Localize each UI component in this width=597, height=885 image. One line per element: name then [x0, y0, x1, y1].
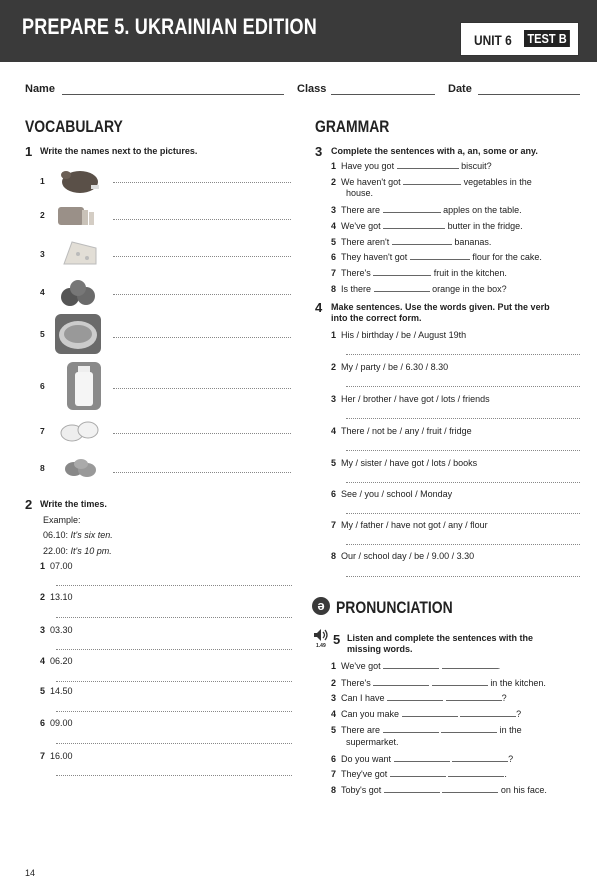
soup-picture — [55, 314, 101, 354]
page-number: 14 — [25, 868, 36, 878]
time-answer-line[interactable] — [56, 711, 292, 712]
test-badge: TEST B — [524, 30, 570, 47]
ex4-answer-line[interactable] — [346, 450, 580, 451]
eggs-picture — [58, 418, 102, 444]
ex1-answer-line[interactable] — [113, 219, 291, 220]
time-answer-line[interactable] — [56, 617, 292, 618]
ex5-item: 2 There's in the kitchen. — [331, 678, 546, 688]
audio-track-label: 1.49 — [316, 643, 326, 649]
time-answer-line[interactable] — [56, 681, 292, 682]
cheese-picture — [60, 238, 100, 268]
ex4-answer-line[interactable] — [346, 544, 580, 545]
time-answer-line[interactable] — [56, 649, 292, 650]
ex5-item: 7 They've got . — [331, 769, 507, 779]
time-answer-line[interactable] — [56, 743, 292, 744]
bread-picture — [56, 202, 100, 228]
ex1-item-number: 5 — [40, 329, 45, 339]
pronunciation-heading: PRONUNCIATION — [336, 598, 453, 617]
ex3-number: 3 — [315, 144, 323, 159]
ex1-item-number: 3 — [40, 249, 45, 259]
ex3-item: 7 There's fruit in the kitchen. — [331, 268, 507, 278]
ex4-instruction: Make sentences. Use the words given. Put the verb — [331, 302, 550, 312]
time-item: 6 09.00 — [40, 718, 73, 728]
ex1-item-number: 7 — [40, 426, 45, 436]
ex1-item-number: 1 — [40, 176, 45, 186]
potatoes-picture — [62, 455, 100, 481]
ex4-item: 3 Her / brother / have got / lots / friends — [331, 394, 490, 404]
ex1-answer-line[interactable] — [113, 472, 291, 473]
ex1-item-number: 2 — [40, 210, 45, 220]
ex4-answer-line[interactable] — [346, 386, 580, 387]
ex5-item: 6 Do you want ? — [331, 754, 514, 764]
time-answer-line[interactable] — [56, 775, 292, 776]
time-item: 3 03.30 — [40, 625, 73, 635]
ex3-item: 2 We haven't got vegetables in the — [331, 177, 532, 187]
ex3-item: 1 Have you got biscuit? — [331, 161, 492, 171]
ex2-instruction: Write the times. — [40, 499, 107, 509]
date-label: Date — [448, 83, 472, 95]
ex4-answer-line[interactable] — [346, 482, 580, 483]
ex4-instruction: into the correct form. — [331, 313, 422, 323]
example-line: 06.10: It's six ten. — [43, 530, 113, 540]
ex1-item-number: 8 — [40, 463, 45, 473]
ex2-number: 2 — [25, 497, 33, 512]
ex4-item: 1 His / birthday / be / August 19th — [331, 330, 467, 340]
ex4-answer-line[interactable] — [346, 354, 580, 355]
ex5-number: 5 — [333, 632, 341, 647]
unit-label: UNIT 6 — [474, 32, 512, 48]
ex3-instruction: Complete the sentences with a, an, some or any. — [331, 146, 538, 156]
class-label: Class — [297, 83, 327, 95]
ex1-item-number: 4 — [40, 287, 45, 297]
audio-speaker-icon[interactable] — [313, 628, 329, 642]
time-item: 1 07.00 — [40, 561, 73, 571]
ex1-answer-line[interactable] — [113, 388, 291, 389]
ex3-item: 3 There are apples on the table. — [331, 205, 522, 215]
ex3-item-cont: house. — [346, 188, 374, 198]
apples-picture — [58, 278, 98, 308]
time-item: 7 16.00 — [40, 751, 73, 761]
ex5-instruction: missing words. — [347, 644, 413, 654]
ex1-answer-line[interactable] — [113, 182, 291, 183]
time-item: 2 13.10 — [40, 592, 73, 602]
ex4-answer-line[interactable] — [346, 418, 580, 419]
example-label: Example: — [43, 515, 81, 525]
chicken-picture — [58, 165, 100, 195]
ex5-item: 3 Can I have ? — [331, 693, 507, 703]
book-title: PREPARE 5. UKRAINIAN EDITION — [22, 14, 317, 39]
date-field[interactable] — [478, 94, 580, 95]
ex1-item-number: 6 — [40, 381, 45, 391]
ex5-instruction: Listen and complete the sentences with the — [347, 633, 534, 643]
time-item: 5 14.50 — [40, 686, 73, 696]
ex1-number: 1 — [25, 144, 33, 159]
ex1-instruction: Write the names next to the pictures. — [40, 146, 198, 156]
ex1-answer-line[interactable] — [113, 433, 291, 434]
ex3-item: 5 There aren't bananas. — [331, 237, 492, 247]
ex1-answer-line[interactable] — [113, 294, 291, 295]
ex4-item: 6 See / you / school / Monday — [331, 489, 453, 499]
ex4-answer-line[interactable] — [346, 513, 580, 514]
schwa-icon: ə — [312, 597, 330, 615]
ex4-item: 4 There / not be / any / fruit / fridge — [331, 426, 472, 436]
ex3-item: 6 They haven't got flour for the cake. — [331, 252, 542, 262]
ex1-answer-line[interactable] — [113, 337, 291, 338]
ex3-item: 4 We've got butter in the fridge. — [331, 221, 523, 231]
ex5-item: 1 We've got . — [331, 661, 501, 671]
example-line: 22.00: It's 10 pm. — [43, 546, 112, 556]
name-field[interactable] — [62, 94, 284, 95]
ex4-item: 7 My / father / have not got / any / flour — [331, 520, 488, 530]
ex1-answer-line[interactable] — [113, 256, 291, 257]
ex5-item: 5 There are in the — [331, 725, 522, 735]
ex4-item: 8 Our / school day / be / 9.00 / 3.30 — [331, 551, 475, 561]
vocabulary-heading: VOCABULARY — [25, 117, 123, 136]
ex4-item: 2 My / party / be / 6.30 / 8.30 — [331, 362, 449, 372]
ex4-answer-line[interactable] — [346, 576, 580, 577]
time-item: 4 06.20 — [40, 656, 73, 666]
ex5-item: 8 Toby's got on his face. — [331, 785, 547, 795]
milk-picture — [67, 362, 101, 410]
ex3-item: 8 Is there orange in the box? — [331, 284, 507, 294]
class-field[interactable] — [331, 94, 435, 95]
time-answer-line[interactable] — [56, 585, 292, 586]
grammar-heading: GRAMMAR — [315, 117, 390, 136]
ex4-item: 5 My / sister / have got / lots / books — [331, 458, 478, 468]
ex5-item: 4 Can you make ? — [331, 709, 522, 719]
ex4-number: 4 — [315, 300, 323, 315]
name-label: Name — [25, 83, 55, 95]
ex5-item-cont: supermarket. — [346, 737, 399, 747]
